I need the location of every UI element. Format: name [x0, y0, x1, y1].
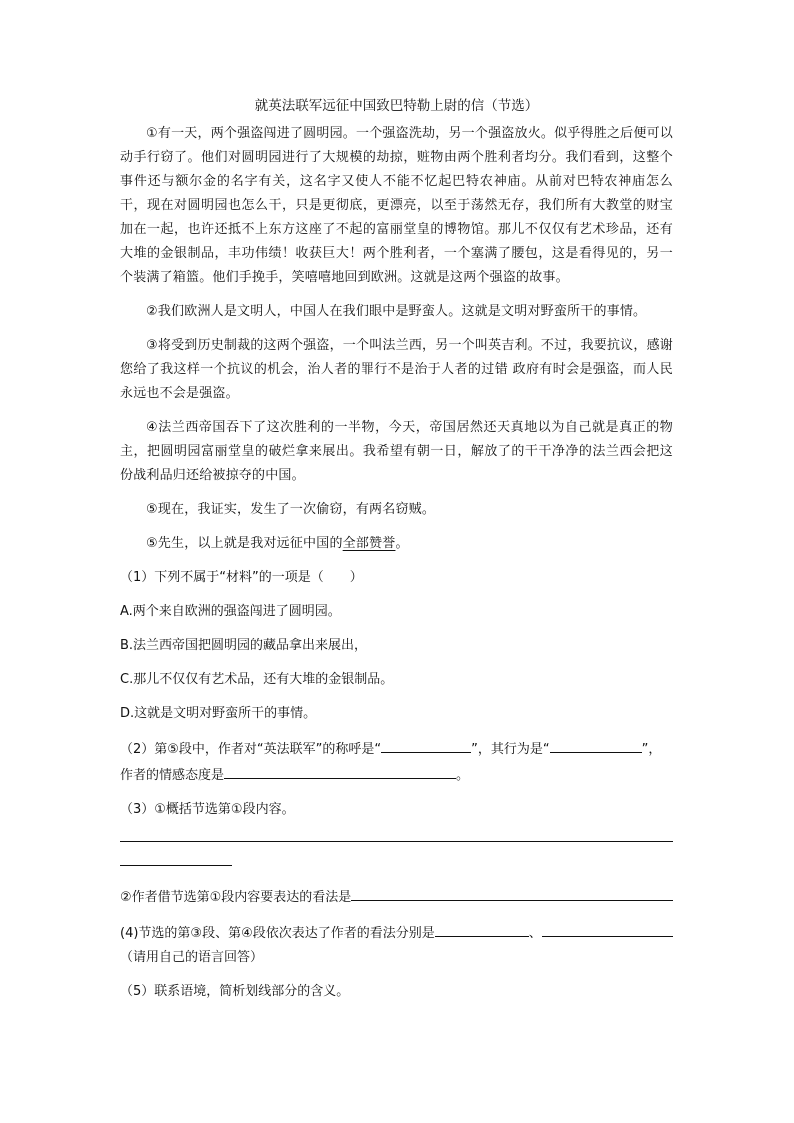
question-3-stem: （3）①概括节选第①段内容。	[120, 802, 295, 817]
question-2-part5: 。	[456, 768, 470, 783]
question-4-sep: 、	[528, 926, 542, 941]
answer-blank-para3[interactable]	[435, 920, 529, 937]
answer-line-full[interactable]	[120, 840, 673, 842]
document-title: 就英法联军远征中国致巴特勒上尉的信（节选）	[254, 98, 539, 114]
paragraph-4: ④法兰西帝国吞下了这次胜利的一半物，今天，帝国居然还天真地以为自己就是真正的物主，把圆明园富丽堂皇的破烂拿来展出。我希望有朝一日，解放了的干干净净的法兰西会把这份战利品归还给被掠夺的中国。	[120, 420, 673, 483]
paragraph-1: ①有一天，两个强盗闯进了圆明园。一个强盗洗劫，另一个强盗放火。似乎得胜之后便可以动手行窃了。他们对圆明园进行了大规模的劫掠，赃物由两个胜利者均分。我们看到，这整个事件还与额尔金的名字有关，这名字又使人不能不忆起巴特农神庙。从前对巴特农神庙怎么干，现在对圆明园也怎么干，只是更彻底，更漂亮，以至于荡然无存，我们所有大教堂的财宝加在一起，也许还抵不上东方这座了不起的富丽堂皇的博物馆。那儿不仅仅有艺术珍品，还有大堆的金银制品，丰功伟绩！收获巨大！两个胜利者，一个塞满了腰包，这是看得见的，另一个装满了箱篮。他们手挽手，笑嘻嘻地回到欧洲。这就是这两个强盗的故事。	[120, 126, 673, 285]
paragraph-2: ②我们欧洲人是文明人，中国人在我们眼中是野蛮人。这就是文明对野蛮所干的事情。	[146, 304, 647, 319]
document-page	[120, 96, 673, 1014]
paragraph-6-post: 。	[395, 536, 409, 551]
paragraph-3: ③将受到历史制裁的这两个强盗，一个叫法兰西，另一个叫英吉利。不过，我要抗议，感谢您给了我这样一个抗议的机会，治人者的罪行不是治于人者的过错 政府有时会是强盗，而人民永远也不会是强盗。	[120, 338, 673, 401]
question-2-part3: ”，	[641, 742, 662, 757]
option-d: D.这就是文明对野蛮所干的事情。	[120, 706, 317, 721]
question-2-part4: 作者的情感态度是	[120, 768, 225, 783]
paragraph-6-pre: ⑤先生，以上就是我对远征中国的	[146, 536, 343, 551]
underlined-phrase: 全部赞誉	[342, 536, 396, 551]
option-b: B.法兰西帝国把圆明园的藏品拿出来展出，	[120, 638, 368, 653]
question-4	[120, 920, 673, 970]
question-2-part2: ”，其行为是“	[471, 742, 550, 757]
question-3-sub2-stem: ②作者借节选第①段内容要表达的看法是	[120, 890, 352, 905]
question-2	[120, 736, 673, 788]
question-3-sub2	[120, 884, 673, 910]
paragraph-6	[120, 532, 673, 556]
option-a: A.两个来自欧洲的强盗闯进了圆明园。	[120, 604, 341, 619]
answer-blank-para4[interactable]	[542, 920, 673, 937]
question-1-stem: （1）下列不属于“材料”的一项是（ ）	[120, 570, 363, 585]
answer-blank-name[interactable]	[381, 736, 471, 753]
question-2-part1: （2）第⑤段中，作者对“英法联军”的称呼是“	[120, 742, 382, 757]
question-1	[120, 566, 673, 590]
question-4-note: （请用自己的语言回答）	[120, 950, 264, 965]
question-4-stem: (4)节选的第③段、第④段依次表达了作者的看法分别是	[120, 926, 435, 941]
question-5: （5）联系语境，简析划线部分的含义。	[120, 984, 350, 999]
answer-blank-behavior[interactable]	[550, 736, 642, 753]
paragraph-5: ⑤现在，我证实，发生了一次偷窃，有两名窃贼。	[146, 502, 436, 517]
option-c: C.那儿不仅仅有艺术品，还有大堆的金银制品。	[120, 672, 394, 687]
answer-blank-attitude[interactable]	[224, 762, 456, 779]
answer-blank-view[interactable]	[351, 884, 673, 901]
answer-line-short[interactable]	[120, 864, 232, 866]
question-3	[120, 798, 673, 866]
